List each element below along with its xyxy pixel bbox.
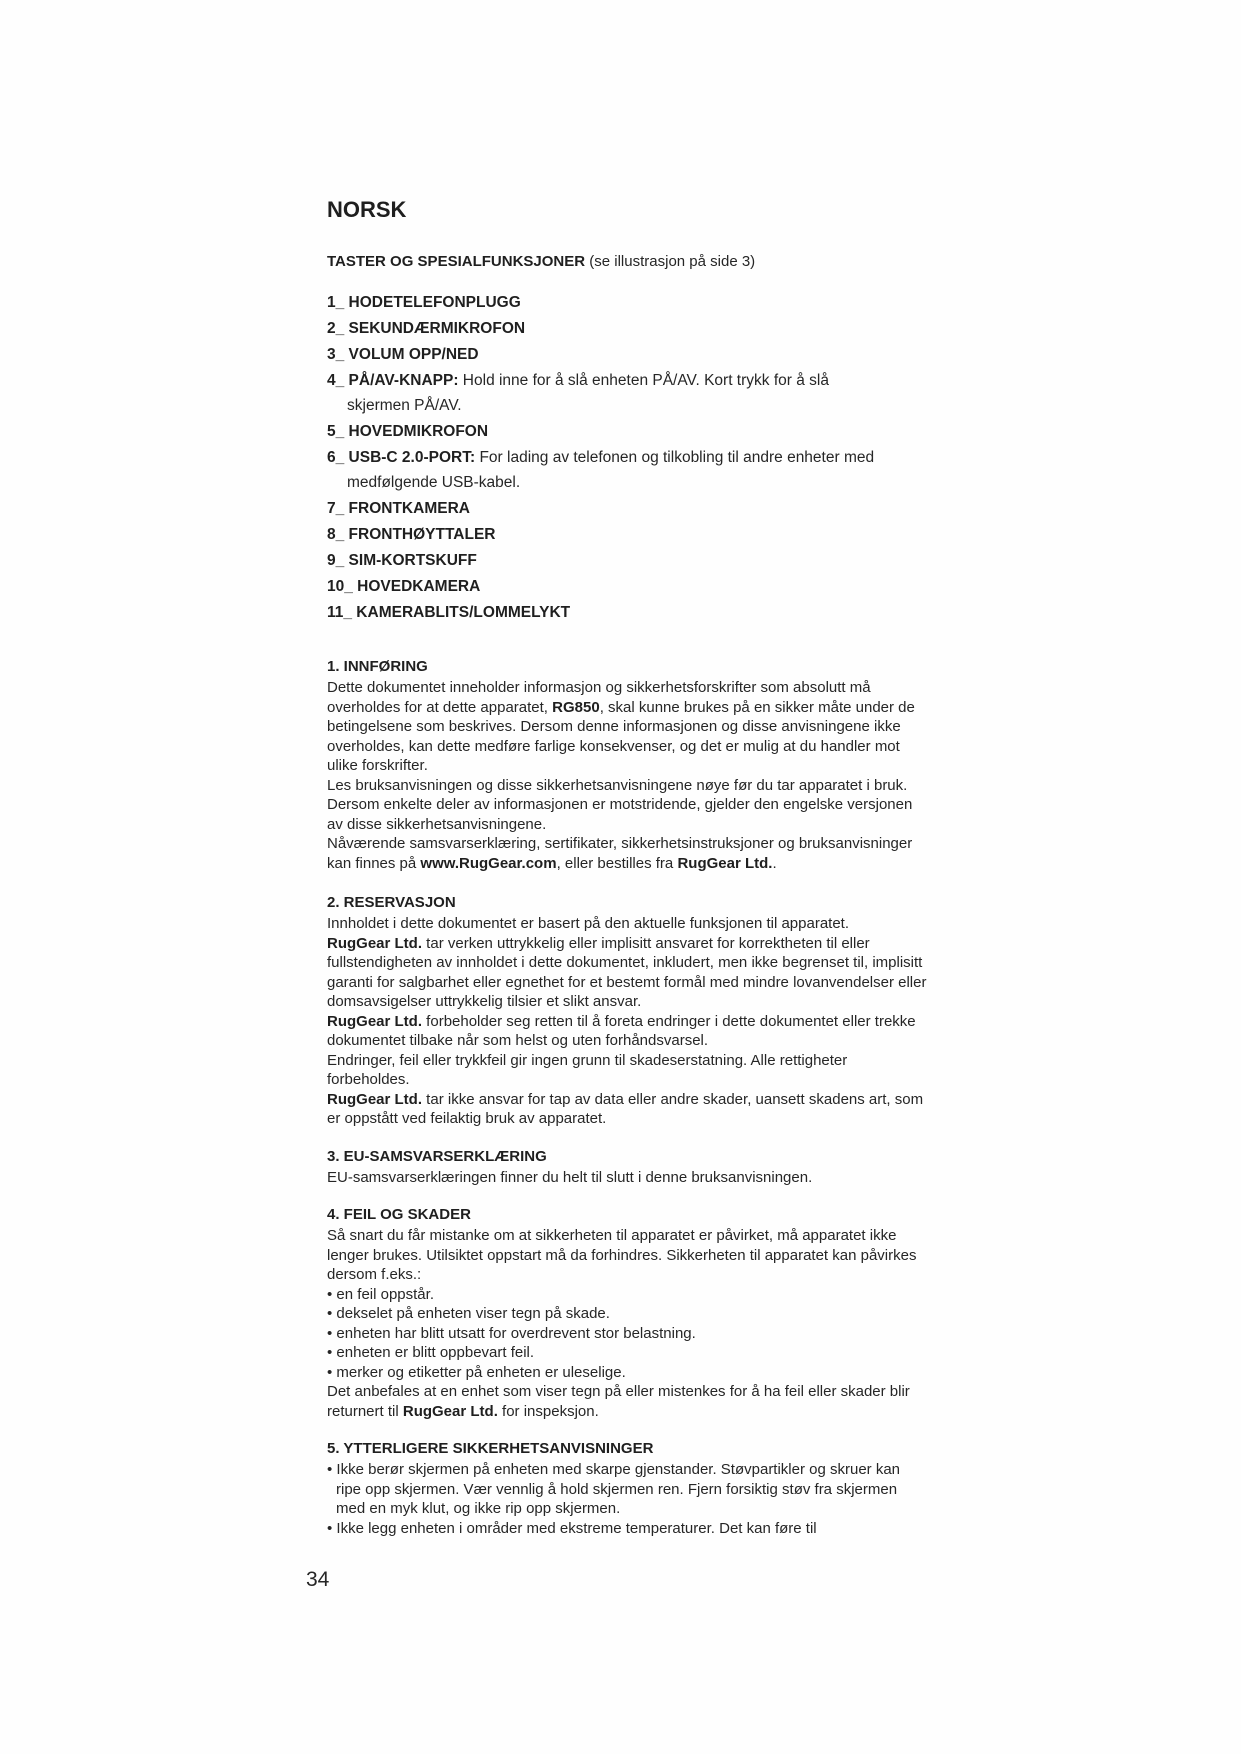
section-paragraph bbox=[327, 1382, 927, 1421]
section-introduction bbox=[327, 657, 927, 873]
bullet-item: • dekselet på enheten viser tegn på skade. bbox=[327, 1305, 610, 1322]
website-link-text: www.RugGear.com bbox=[420, 854, 557, 872]
language-heading: NORSK bbox=[327, 197, 407, 222]
text-run: tar verken uttrykkelig eller implisitt ansvaret for korrektheten til eller fullstendigheten av innholdet i dette dokumentet, inkludert, men ikke begrenset til, implisitt garanti for salgbarhet eller egnethet for et bestemt formål med mindre lovanvendelser eller domsavsigelser uttrykkelig tilsier et slikt ansvar. bbox=[327, 934, 927, 1010]
key-label: 10_ HOVEDKAMERA bbox=[327, 578, 481, 595]
key-item bbox=[327, 342, 927, 367]
section-paragraph bbox=[327, 1090, 927, 1129]
keys-title-note: (se illustrasjon på side 3) bbox=[585, 253, 756, 270]
text-run: , skal kunne brukes på en sikker måte under de betingelsene som beskrives. Dersom denne informasjonen og disse anvisningene ikke overholdes, kan dette medføre farlige konsekvenser, og det er mulig at du handler mot ulike forskrifter. bbox=[327, 698, 915, 774]
company-name: RugGear Ltd. bbox=[327, 934, 423, 952]
key-item bbox=[327, 574, 927, 599]
company-name: RugGear Ltd. bbox=[327, 1012, 423, 1030]
section-title: 3. EU-SAMSVARSERKLÆRING bbox=[327, 1147, 547, 1165]
section-eu-declaration bbox=[327, 1147, 927, 1188]
bullet-item: • Ikke berør skjermen på enheten med skarpe gjenstander. Støvpartikler og skruer kan ripe opp skjermen. Vær vennlig å hold skjermen ren. Fjern forsiktig støv fra skjermen med en myk klut, og ikke rip opp skjermen. bbox=[327, 1461, 901, 1517]
text-run: Dette dokumentet inneholder informasjon og sikkerhetsforskrifter som absolutt må overholdes for at dette apparatet, bbox=[327, 679, 871, 716]
model-name: RG850 bbox=[552, 698, 600, 716]
key-description-cont: skjermen PÅ/AV. bbox=[347, 397, 462, 414]
section-paragraph: Så snart du får mistanke om at sikkerheten til apparatet er påvirket, må apparatet ikke lenger brukes. Utilsiktet oppstart må da forhindres. Sikkerheten til apparatet kan påvirkes dersom f.eks.: bbox=[327, 1227, 917, 1283]
section-title: 2. RESERVASJON bbox=[327, 894, 456, 911]
key-list bbox=[327, 290, 927, 625]
keys-title bbox=[327, 253, 927, 270]
page-content bbox=[327, 197, 927, 1538]
key-item bbox=[327, 496, 927, 521]
text-run: Nåværende samsvarserklæring, sertifikater, sikkerhetsinstruksjoner og bruksanvisninger kan finnes på bbox=[327, 835, 913, 872]
bullet-item: • merker og etiketter på enheten er uleselige. bbox=[327, 1363, 626, 1381]
section-paragraph: EU-samsvarserklæringen finner du helt til slutt i denne bruksanvisningen. bbox=[327, 1168, 813, 1186]
text-run: . bbox=[772, 854, 777, 872]
bullet-item: • enheten er blitt oppbevart feil. bbox=[327, 1344, 535, 1361]
key-label: 7_ FRONTKAMERA bbox=[327, 500, 470, 517]
bullet-item: • Ikke legg enheten i områder med ekstreme temperaturer. Det kan føre til bbox=[327, 1519, 817, 1537]
bullet-item: • en feil oppstår. bbox=[327, 1285, 434, 1303]
section-additional-safety bbox=[327, 1439, 927, 1538]
page-number: 34 bbox=[306, 1568, 330, 1591]
section-paragraph bbox=[327, 1012, 927, 1051]
key-description: For lading av telefonen og tilkobling til andre enheter med bbox=[475, 449, 875, 466]
section-paragraph bbox=[327, 678, 927, 776]
key-item bbox=[327, 522, 927, 547]
key-item bbox=[327, 548, 927, 573]
section-title: 4. FEIL OG SKADER bbox=[327, 1206, 471, 1223]
key-label: 4_ PÅ/AV-KNAPP: bbox=[327, 372, 459, 389]
key-label: 1_ HODETELEFONPLUGG bbox=[327, 294, 521, 311]
bullet-item: • enheten har blitt utsatt for overdrevent stor belastning. bbox=[327, 1324, 696, 1342]
section-title: 5. YTTERLIGERE SIKKERHETSANVISNINGER bbox=[327, 1440, 654, 1457]
key-item bbox=[327, 290, 927, 315]
section-paragraph: Innholdet i dette dokumentet er basert på den aktuelle funksjonen til apparatet. bbox=[327, 915, 850, 932]
key-label: 8_ FRONTHØYTTALER bbox=[327, 526, 496, 543]
key-item bbox=[327, 368, 927, 418]
section-paragraph: Endringer, feil eller trykkfeil gir ingen grunn til skadeserstatning. Alle rettigheter forbeholdes. bbox=[327, 1051, 848, 1088]
section-paragraph bbox=[327, 834, 927, 873]
key-label: 3_ VOLUM OPP/NED bbox=[327, 346, 479, 363]
company-name: RugGear Ltd. bbox=[327, 1090, 423, 1108]
key-description-cont: medfølgende USB-kabel. bbox=[347, 474, 521, 491]
section-title: 1. INNFØRING bbox=[327, 658, 428, 675]
company-name: RugGear Ltd. bbox=[402, 1402, 498, 1420]
key-label: 2_ SEKUNDÆRMIKROFON bbox=[327, 320, 526, 337]
text-run: forbeholder seg retten til å foreta endringer i dette dokumentet eller trekke dokumentet tilbake når som helst og uten forhåndsvarsel. bbox=[327, 1012, 916, 1049]
key-item bbox=[327, 419, 927, 444]
text-run: tar ikke ansvar for tap av data eller andre skader, uansett skadens art, som er oppstått ved feilaktig bruk av apparatet. bbox=[327, 1090, 924, 1127]
company-name: RugGear Ltd. bbox=[677, 854, 773, 872]
key-label: 9_ SIM-KORTSKUFF bbox=[327, 552, 477, 569]
key-label: 5_ HOVEDMIKROFON bbox=[327, 423, 489, 440]
key-label: 6_ USB-C 2.0-PORT: bbox=[327, 449, 476, 466]
key-item bbox=[327, 600, 927, 625]
key-item bbox=[327, 316, 927, 341]
key-label: 11_ KAMERABLITS/LOMMELYKT bbox=[327, 604, 571, 621]
section-paragraph bbox=[327, 934, 927, 1012]
section-reservation bbox=[327, 893, 927, 1129]
keys-title-bold: TASTER OG SPESIALFUNKSJONER bbox=[327, 253, 586, 270]
key-item bbox=[327, 445, 927, 495]
text-run: , eller bestilles fra bbox=[556, 854, 678, 872]
text-run: Det anbefales at en enhet som viser tegn på eller mistenkes for å ha feil eller skader blir returnert til bbox=[327, 1383, 910, 1420]
key-description: Hold inne for å slå enheten PÅ/AV. Kort trykk for å slå bbox=[458, 372, 829, 389]
text-run: for inspeksjon. bbox=[497, 1402, 599, 1420]
section-faults-damage bbox=[327, 1205, 927, 1421]
section-paragraph: Les bruksanvisningen og disse sikkerhetsanvisningene nøye før du tar apparatet i bruk. Dersom enkelte deler av informasjonen er motstridende, gjelder den engelske versjonen av disse sikkerhetsanvisningene. bbox=[327, 776, 913, 833]
